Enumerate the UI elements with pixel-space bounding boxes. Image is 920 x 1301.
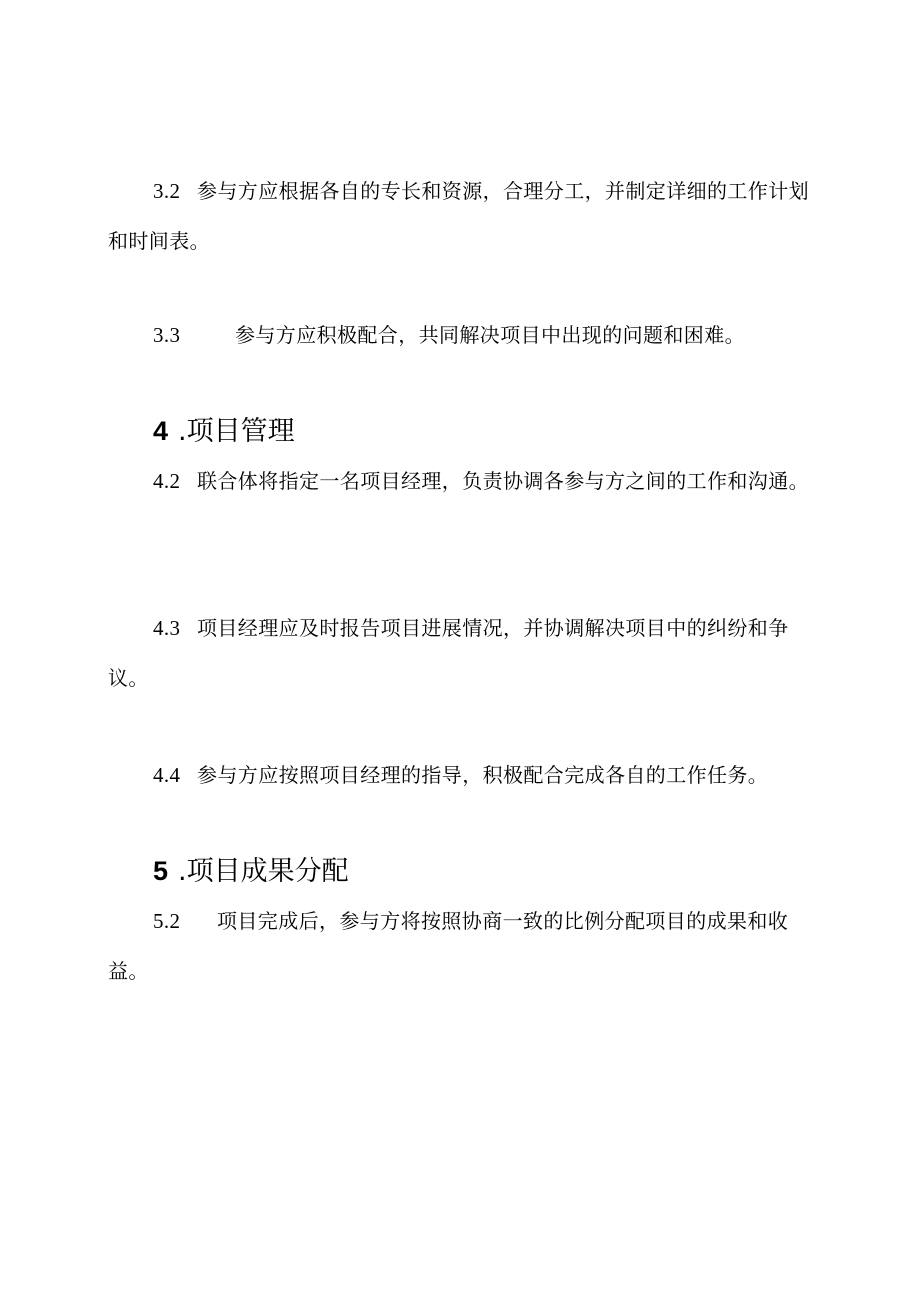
clause-4-4 bbox=[108, 750, 820, 800]
clause-text: 联合体将指定一名项目经理，负责协调各参与方之间的工作和沟通。 bbox=[197, 469, 809, 493]
section-heading-5 bbox=[153, 851, 349, 892]
section-number: 5 bbox=[153, 856, 169, 886]
clause-number: 4.3 bbox=[153, 616, 181, 640]
clause-4-3 bbox=[108, 603, 820, 703]
section-heading-4 bbox=[153, 411, 295, 452]
clause-number: 3.3 bbox=[153, 323, 181, 347]
clause-3-3 bbox=[108, 310, 820, 360]
clause-number: 4.4 bbox=[153, 763, 181, 787]
clause-text: 项目经理应及时报告项目进展情况，并协调解决项目中的纠纷和争议。 bbox=[108, 616, 789, 690]
clause-text: 项目完成后，参与方将按照协商一致的比例分配项目的成果和收益。 bbox=[108, 909, 789, 983]
section-number: 4 bbox=[153, 416, 169, 446]
clause-number: 4.2 bbox=[153, 469, 181, 493]
section-title: .项目管理 bbox=[178, 416, 295, 447]
clause-text: 参与方应积极配合，共同解决项目中出现的问题和困难。 bbox=[235, 323, 745, 347]
section-title: .项目成果分配 bbox=[178, 856, 349, 887]
clause-text: 参与方应根据各自的专长和资源，合理分工，并制定详细的工作计划和时间表。 bbox=[108, 179, 809, 253]
clause-number: 3.2 bbox=[153, 179, 181, 203]
clause-text: 参与方应按照项目经理的指导，积极配合完成各自的工作任务。 bbox=[197, 763, 769, 787]
clause-4-2 bbox=[108, 456, 820, 506]
clause-5-2 bbox=[108, 896, 820, 996]
clause-number: 5.2 bbox=[153, 909, 181, 933]
clause-3-2 bbox=[108, 166, 820, 266]
